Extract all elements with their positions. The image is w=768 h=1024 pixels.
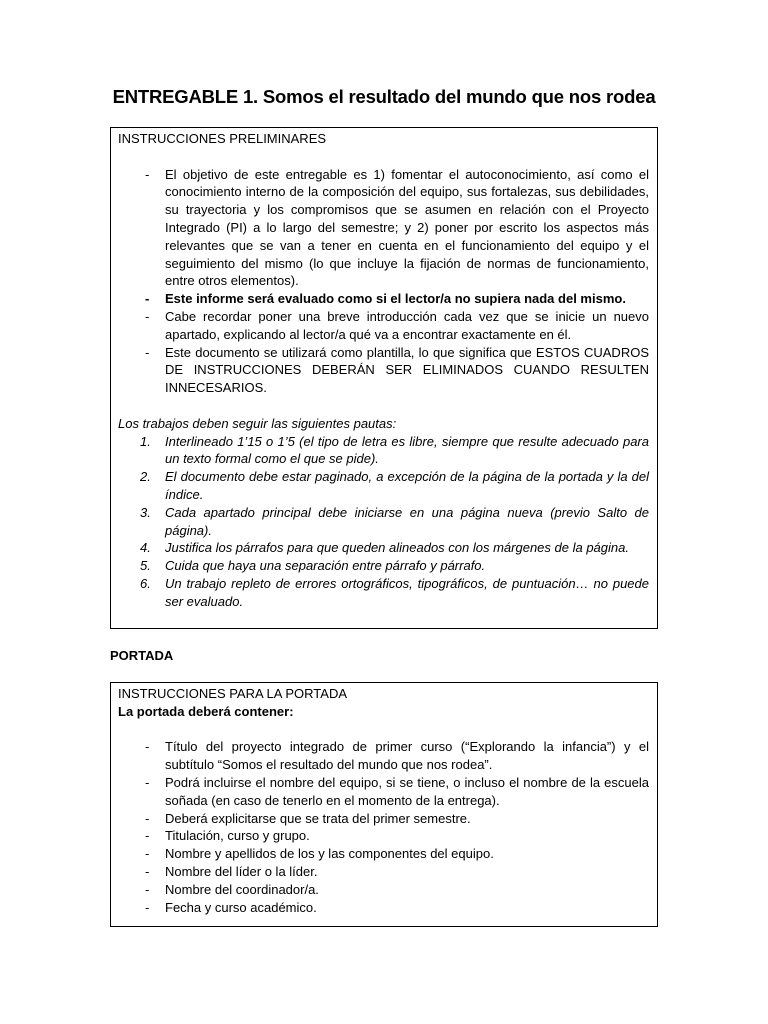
list-item: - Este documento se utilizará como plantilla, lo que significa que ESTOS CUADROS DE INSTRUCCIONES DEBERÁN SER ELIMINADOS CUANDO RESULTEN INNECESARIOS. [145,344,649,396]
list-item: - Este informe será evaluado como si el lector/a no supiera nada del mismo. [145,291,626,307]
list-item: - Nombre y apellidos de los y las componentes del equipo. [145,846,494,862]
item-number: 4. [140,540,151,556]
dash-bullet: - [145,846,150,862]
box-heading: INSTRUCCIONES PARA LA PORTADA [118,686,347,701]
item-number: 5. [140,558,151,574]
item-number: 1. [140,433,151,449]
item-number: 2. [140,469,151,485]
list-item: 3. Cada apartado principal debe iniciarse en una página nueva (previo Salto de página). [140,504,649,538]
dash-bullet: - [145,344,150,360]
dash-bullet: - [145,828,150,844]
list-item: 4. Justifica los párrafos para que queden alineados con los márgenes de la página. [140,540,629,556]
instructions-list [118,166,649,397]
dash-bullet: - [145,881,150,897]
dash-bullet: - [145,899,150,915]
list-item: - Cabe recordar poner una breve introducción cada vez que se inicie un nuevo apartado, explicando al lector/a qué va a encontrar exactamente en él. [145,308,649,342]
cover-requirements-list [118,738,649,916]
dash-bullet: - [145,308,150,324]
guidelines-intro: Los trabajos deben seguir las siguientes pautas: [118,415,397,431]
dash-bullet: - [145,810,150,826]
list-item: - Titulación, curso y grupo. [145,828,310,844]
list-item: - El objetivo de este entregable es 1) fomentar el autoconocimiento, así como el conocimiento interno de la composición del equipo, sus fortalezas, sus debilidades, su trayectoria y los compromisos que se asumen en relación con el Proyecto Integrado (PI) a lo largo del semestre; y 2) poner por escrito los aspectos más relevantes que se van a tener en cuenta en el funcionamiento del equipo y el seguimiento del mismo (lo que incluye la fijación de normas de funcionamiento, entre otros elementos). [145,166,649,289]
dash-bullet: - [145,739,150,755]
box-heading: INSTRUCCIONES PRELIMINARES [118,131,327,146]
list-item: 2. El documento debe estar paginado, a excepción de la página de la portada y la del índice. [140,469,649,502]
dash-bullet: - [145,774,150,790]
list-item: - Nombre del coordinador/a. [145,881,319,897]
list-item: 1. Interlineado 1’15 o 1’5 (el tipo de letra es libre, siempre que resulte adecuado para un texto formal como el que se pide). [140,433,649,467]
list-item: - Podrá incluirse el nombre del equipo, si se tiene, o incluso el nombre de la escuela soñada (en caso de tenerlo en el momento de la entrega). [145,774,649,808]
dash-bullet: - [145,166,150,182]
list-item: - Fecha y curso académico. [145,899,317,915]
guidelines-list [118,433,649,611]
page-title: ENTREGABLE 1. Somos el resultado del mundo que nos rodea [112,86,656,107]
cover-instructions-box [110,682,658,927]
list-item: 6. Un trabajo repleto de errores ortográficos, tipográficos, de puntuación… no puede ser evaluado. [140,575,649,609]
list-item: - Título del proyecto integrado de primer curso (“Explorando la infancia”) y el subtítulo “Somos el resultado del mundo que nos rodea”. [145,739,649,773]
list-item: 5. Cuida que haya una separación entre párrafo y párrafo. [140,558,486,574]
preliminary-instructions-box [110,127,658,629]
item-number: 6. [140,575,151,591]
dash-bullet: - [145,291,150,307]
list-item: - Deberá explicitarse que se trata del primer semestre. [145,810,471,826]
dash-bullet: - [145,863,150,879]
section-heading-portada: PORTADA [110,648,174,663]
box-subheading: La portada deberá contener: [118,703,294,719]
list-item: - Nombre del líder o la líder. [145,863,318,879]
item-number: 3. [140,504,151,520]
